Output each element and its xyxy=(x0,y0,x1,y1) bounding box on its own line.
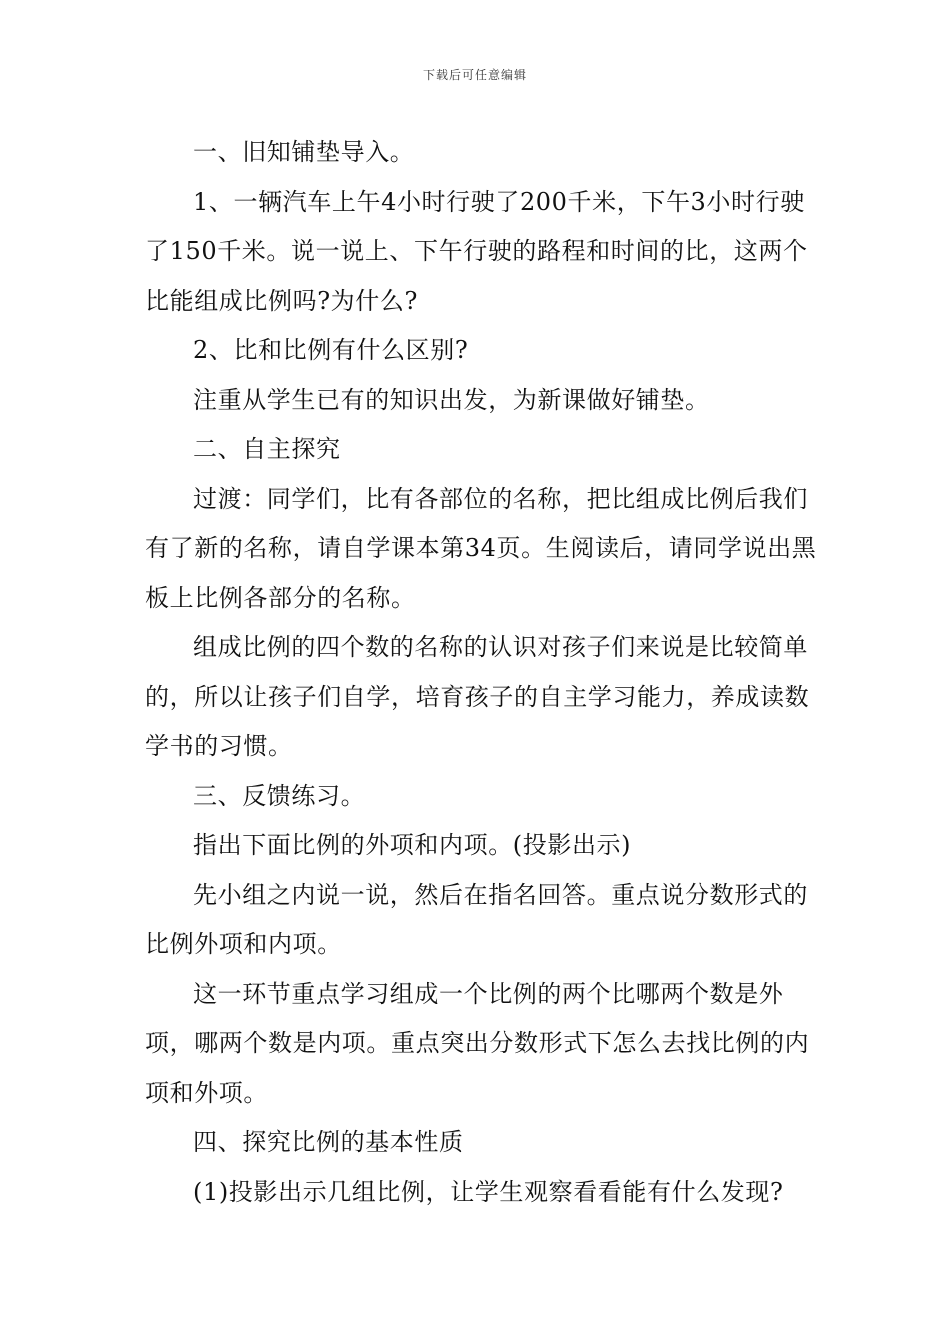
paragraph-11: 这一环节重点学习组成一个比例的两个比哪两个数是外项，哪两个数是内项。重点突出分数形式下怎么去找比例的内项和外项。 xyxy=(145,979,810,1107)
paragraph-13: (1)投影出示几组比例，让学生观察看看能有什么发现? xyxy=(193,1177,784,1206)
paragraph-7: 组成比例的四个数的名称的认识对孩子们来说是比较简单的，所以让孩子们自学，培育孩子的自主学习能力，养成读数学书的习惯。 xyxy=(145,633,810,760)
paragraph-12: 四、探究比例的基本性质 xyxy=(193,1128,464,1156)
paragraph-10: 先小组之内说一说，然后在指名回答。重点说分数形式的比例外项和内项。 xyxy=(145,880,808,958)
paragraph-9: 指出下面比例的外项和内项。(投影出示) xyxy=(193,831,632,859)
paragraph-8: 三、反馈练习。 xyxy=(193,781,366,810)
paragraph-6: 过渡：同学们，比有各部位的名称，把比组成比例后我们有了新的名称，请自学课本第34页。生阅读后，请同学说出黑板上比例各部分的名称。 xyxy=(145,484,817,612)
document-body xyxy=(145,128,817,1217)
paragraph-2: 1、一辆汽车上午4小时行驶了200千米，下午3小时行驶了150千米。说一说上、下午行驶的路程和时间的比，这两个比能组成比例吗?为什么? xyxy=(145,187,808,315)
paragraph-5: 二、自主探究 xyxy=(193,435,341,463)
page-header-note: 下载后可任意编辑 xyxy=(422,68,527,82)
paragraph-3: 2、比和比例有什么区别? xyxy=(193,336,469,364)
paragraph-4: 注重从学生已有的知识出发，为新课做好铺垫。 xyxy=(193,385,710,414)
paragraph-1: 一、旧知铺垫导入。 xyxy=(193,138,415,166)
